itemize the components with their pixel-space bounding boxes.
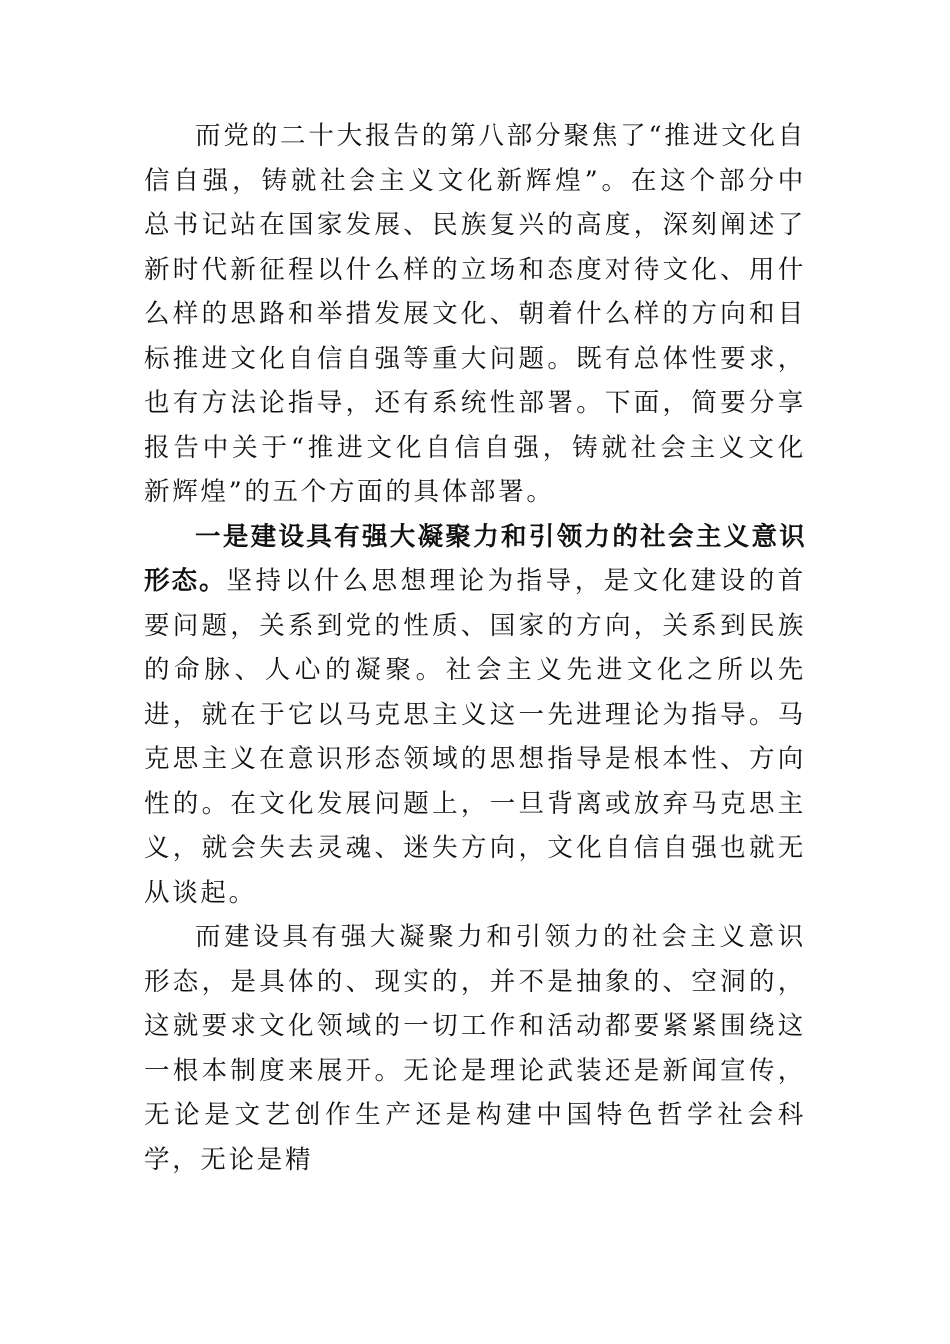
paragraph-intro <box>144 114 806 515</box>
paragraph-point-one-heading: 一是建设具有强大凝聚力和引领力的社会主义意识形态。 <box>144 521 806 596</box>
paragraph-continuation <box>144 915 806 1182</box>
paragraph-intro-text: 而党的二十大报告的第八部分聚焦了“推进文化自信自强，铸就社会主义文化新辉煌”。在这个部分中总书记站在国家发展、民族复兴的高度，深刻阐述了新时代新征程以什么样的立场和态度对待文化、用什么样的思路和举措发展文化、朝着什么样的方向和目标推进文化自信自强等重大问题。既有总体性要求，也有方法论指导，还有系统性部署。下面，简要分享报告中关于“推进文化自信自强，铸就社会主义文化新辉煌”的五个方面的具体部署。 <box>144 121 806 507</box>
paragraph-point-one-text: 坚持以什么思想理论为指导，是文化建设的首要问题，关系到党的性质、国家的方向，关系到民族的命脉、人心的凝聚。社会主义先进文化之所以先进，就在于它以马克思主义这一先进理论为指导。马克思主义在意识形态领域的思想指导是根本性、方向性的。在文化发展问题上，一旦背离或放弃马克思主义，就会失去灵魂、迷失方向，文化自信自强也就无从谈起。 <box>144 566 806 908</box>
paragraph-continuation-text: 而建设具有强大凝聚力和引领力的社会主义意识形态，是具体的、现实的，并不是抽象的、空洞的，这就要求文化领域的一切工作和活动都要紧紧围绕这一根本制度来展开。无论是理论武装还是新闻宣传，无论是文艺创作生产还是构建中国特色哲学社会科学，无论是精 <box>144 922 806 1175</box>
paragraph-point-one <box>144 515 806 916</box>
document-body <box>144 114 806 1182</box>
